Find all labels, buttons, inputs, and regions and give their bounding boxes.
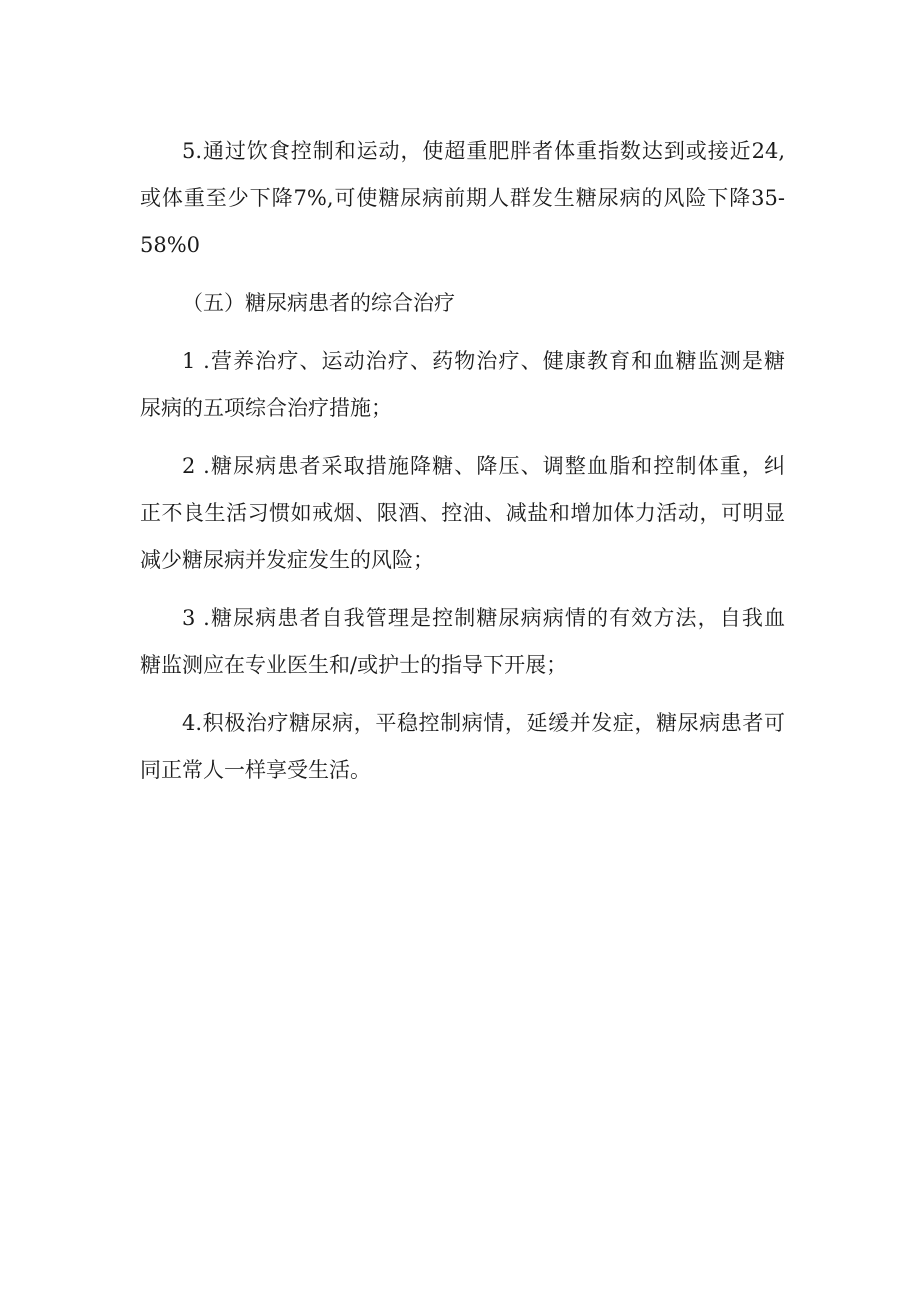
paragraph-line: 3 .糖尿病患者自我管理是控制糖尿病病情的有效方法，自我血 [182, 606, 785, 630]
paragraph-line: 正不良生活习惯如戒烟、限酒、控油、减盐和增加体力活动，可明显 [140, 501, 785, 525]
paragraph-line: 减少糖尿病并发症发生的风险； [140, 548, 434, 572]
paragraph-line: 糖监测应在专业医生和/或护士的指导下开展； [140, 653, 568, 677]
paragraph-gap [140, 584, 785, 595]
paragraph-item-3 [140, 595, 785, 689]
section-heading-text: （五）糖尿病患者的综合治疗 [182, 291, 455, 315]
section-heading [140, 280, 785, 327]
paragraph-line: 同正常人一样享受生活。 [140, 758, 371, 782]
paragraph-gap [140, 269, 785, 280]
paragraph-line: 58%0 [140, 233, 201, 257]
paragraph-item-4 [140, 700, 785, 794]
paragraph-line: 4.积极治疗糖尿病，平稳控制病情，延缓并发症，糖尿病患者可 [182, 711, 785, 735]
document-body [140, 128, 785, 794]
paragraph-gap [140, 689, 785, 700]
paragraph-weight-control [140, 128, 785, 269]
paragraph-line: 或体重至少下降7%,可使糖尿病前期人群发生糖尿病的风险下降35- [140, 186, 785, 210]
paragraph-gap [140, 327, 785, 338]
paragraph-item-1 [140, 338, 785, 432]
paragraph-line: 5.通过饮食控制和运动，使超重肥胖者体重指数达到或接近24, [182, 139, 785, 163]
paragraph-line: 2 .糖尿病患者采取措施降糖、降压、调整血脂和控制体重，纠 [182, 454, 785, 478]
paragraph-item-2 [140, 443, 785, 584]
paragraph-line: 1 .营养治疗、运动治疗、药物治疗、健康教育和血糖监测是糖 [182, 349, 785, 373]
paragraph-gap [140, 432, 785, 443]
paragraph-line: 尿病的五项综合治疗措施； [140, 396, 392, 420]
